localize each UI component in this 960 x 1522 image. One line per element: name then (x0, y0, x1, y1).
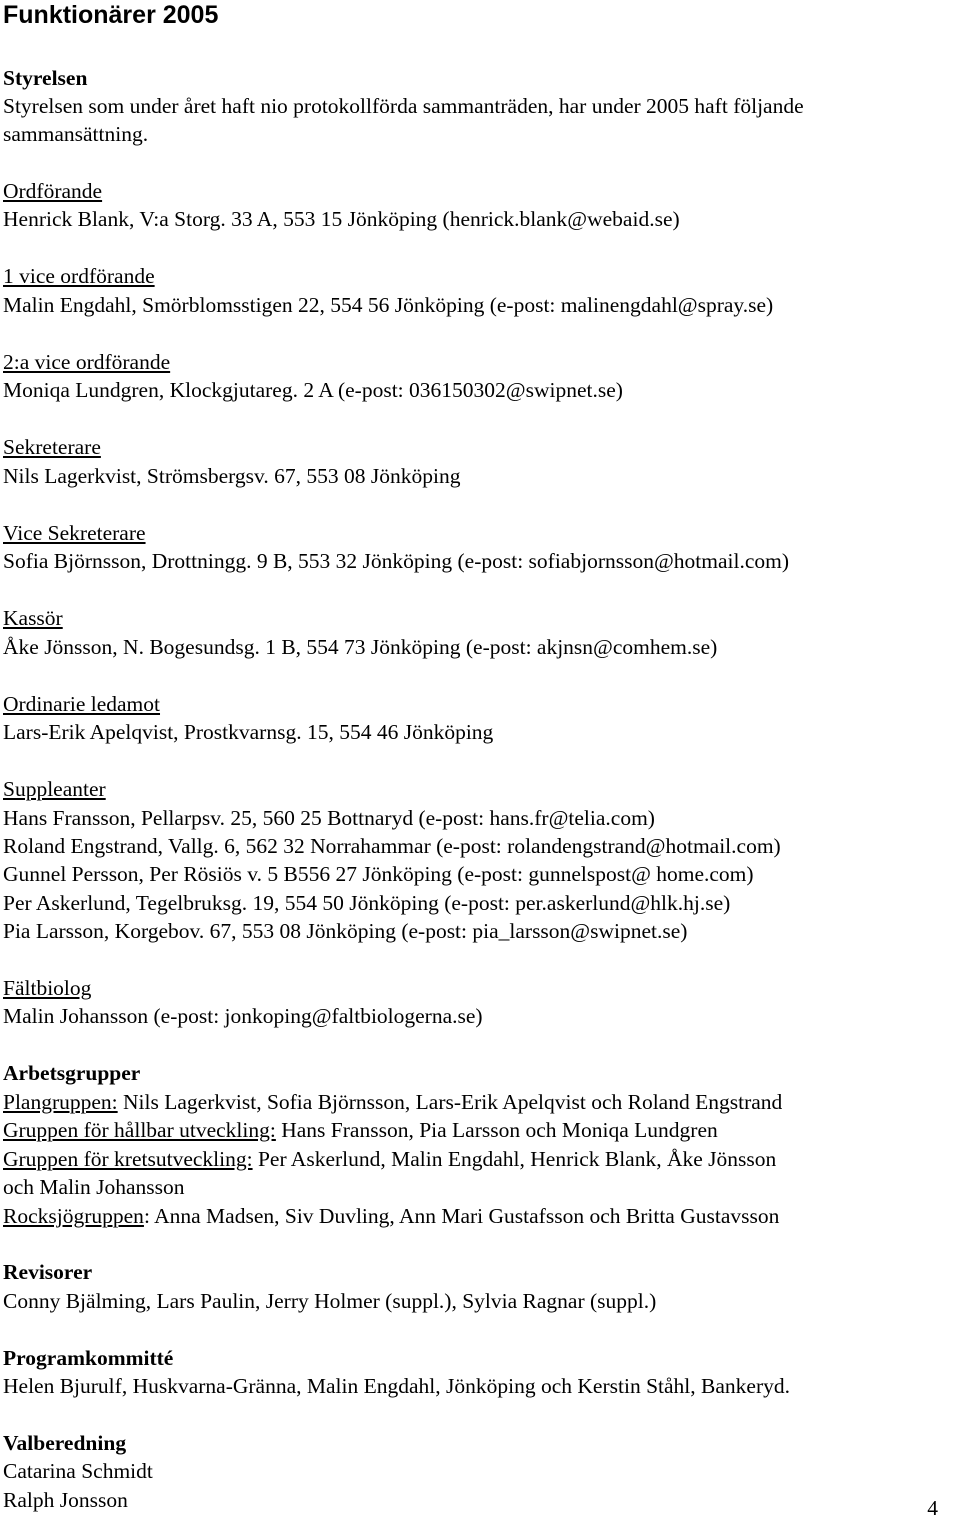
valberedning-heading: Valberedning (3, 1431, 127, 1455)
styrelsen-intro-line2: sammansättning. (3, 122, 149, 146)
role-person: Moniqa Lundgren, Klockgjutareg. 2 A (e-post: 036150302@swipnet.se) (3, 378, 623, 402)
role-person: Roland Engstrand, Vallg. 6, 562 32 Norrahammar (e-post: rolandengstrand@hotmail.com) (3, 834, 781, 858)
arbetsgrupper-heading: Arbetsgrupper (3, 1061, 141, 1085)
styrelsen-heading: Styrelsen (3, 66, 88, 90)
role-title-sekreterare: Sekreterare (3, 435, 101, 459)
group-label: Rocksjögruppen (3, 1204, 144, 1228)
group-members: Per Askerlund, Malin Engdahl, Henrick Blank, Åke Jönsson (252, 1147, 777, 1171)
group-members: : Anna Madsen, Siv Duvling, Ann Mari Gustafsson och Britta Gustavsson (143, 1204, 780, 1228)
revisorer-heading: Revisorer (3, 1260, 93, 1284)
programkommitte-heading: Programkommitté (3, 1346, 174, 1370)
role-title-suppleanter: Suppleanter (3, 777, 106, 801)
role-title-vice-sekreterare: Vice Sekreterare (3, 521, 146, 545)
revisorer-text: Conny Bjälming, Lars Paulin, Jerry Holmer (suppl.), Sylvia Ragnar (suppl.) (3, 1289, 657, 1313)
group-line (3, 1116, 718, 1144)
role-title-faltbiolog: Fältbiolog (3, 976, 92, 1000)
group-members: Hans Fransson, Pia Larsson och Moniqa Lundgren (275, 1118, 718, 1142)
role-person: Sofia Björnsson, Drottningg. 9 B, 553 32 Jönköping (e-post: sofiabjornsson@hotmail.com) (3, 549, 789, 573)
page-title: Funktionärer 2005 (3, 1, 219, 29)
role-title-ordinarie-ledamot: Ordinarie ledamot (3, 692, 161, 716)
role-person: Nils Lagerkvist, Strömsbergsv. 67, 553 08 Jönköping (3, 464, 461, 488)
group-label: Plangruppen: (3, 1090, 118, 1114)
group-line (3, 1173, 185, 1201)
programkommitte-text: Helen Bjurulf, Huskvarna-Gränna, Malin Engdahl, Jönköping och Kerstin Ståhl, Bankeryd. (3, 1374, 790, 1398)
group-label: Gruppen för hållbar utveckling: (3, 1118, 276, 1142)
role-person: Henrick Blank, V:a Storg. 33 A, 553 15 Jönköping (henrick.blank@webaid.se) (3, 207, 680, 231)
role-title-vice-ordforande: 1 vice ordförande (3, 264, 155, 288)
role-title-ordforande: Ordförande (3, 179, 103, 203)
role-person: Malin Engdahl, Smörblomsstigen 22, 554 56 Jönköping (e-post: malinengdahl@spray.se) (3, 293, 774, 317)
group-label: Gruppen för kretsutveckling: (3, 1147, 253, 1171)
group-line (3, 1088, 782, 1116)
page-number: 4 (927, 1496, 938, 1520)
group-members: Nils Lagerkvist, Sofia Björnsson, Lars-Erik Apelqvist och Roland Engstrand (117, 1090, 783, 1114)
valberedning-member: Catarina Schmidt (3, 1459, 153, 1483)
group-line (3, 1145, 776, 1173)
role-person: Lars-Erik Apelqvist, Prostkvarnsg. 15, 554 46 Jönköping (3, 720, 494, 744)
role-person: Malin Johansson (e-post: jonkoping@faltbiologerna.se) (3, 1004, 483, 1028)
role-title-kassor: Kassör (3, 606, 63, 630)
group-line (3, 1202, 779, 1230)
role-person: Pia Larsson, Korgebov. 67, 553 08 Jönköping (e-post: pia_larsson@swipnet.se) (3, 919, 688, 943)
styrelsen-intro-line1: Styrelsen som under året haft nio protokollförda sammanträden, har under 2005 haft följande (3, 94, 804, 118)
role-person: Hans Fransson, Pellarpsv. 25, 560 25 Bottnaryd (e-post: hans.fr@telia.com) (3, 806, 655, 830)
role-person: Åke Jönsson, N. Bogesundsg. 1 B, 554 73 Jönköping (e-post: akjnsn@comhem.se) (3, 635, 718, 659)
valberedning-member: Ralph Jonsson (3, 1488, 128, 1512)
role-title-2a-vice-ordforande: 2:a vice ordförande (3, 350, 171, 374)
role-person: Gunnel Persson, Per Rösiös v. 5 B556 27 Jönköping (e-post: gunnelspost@ home.com) (3, 862, 754, 886)
group-members: och Malin Johansson (3, 1175, 185, 1199)
role-person: Per Askerlund, Tegelbruksg. 19, 554 50 Jönköping (e-post: per.askerlund@hlk.hj.se) (3, 891, 731, 915)
